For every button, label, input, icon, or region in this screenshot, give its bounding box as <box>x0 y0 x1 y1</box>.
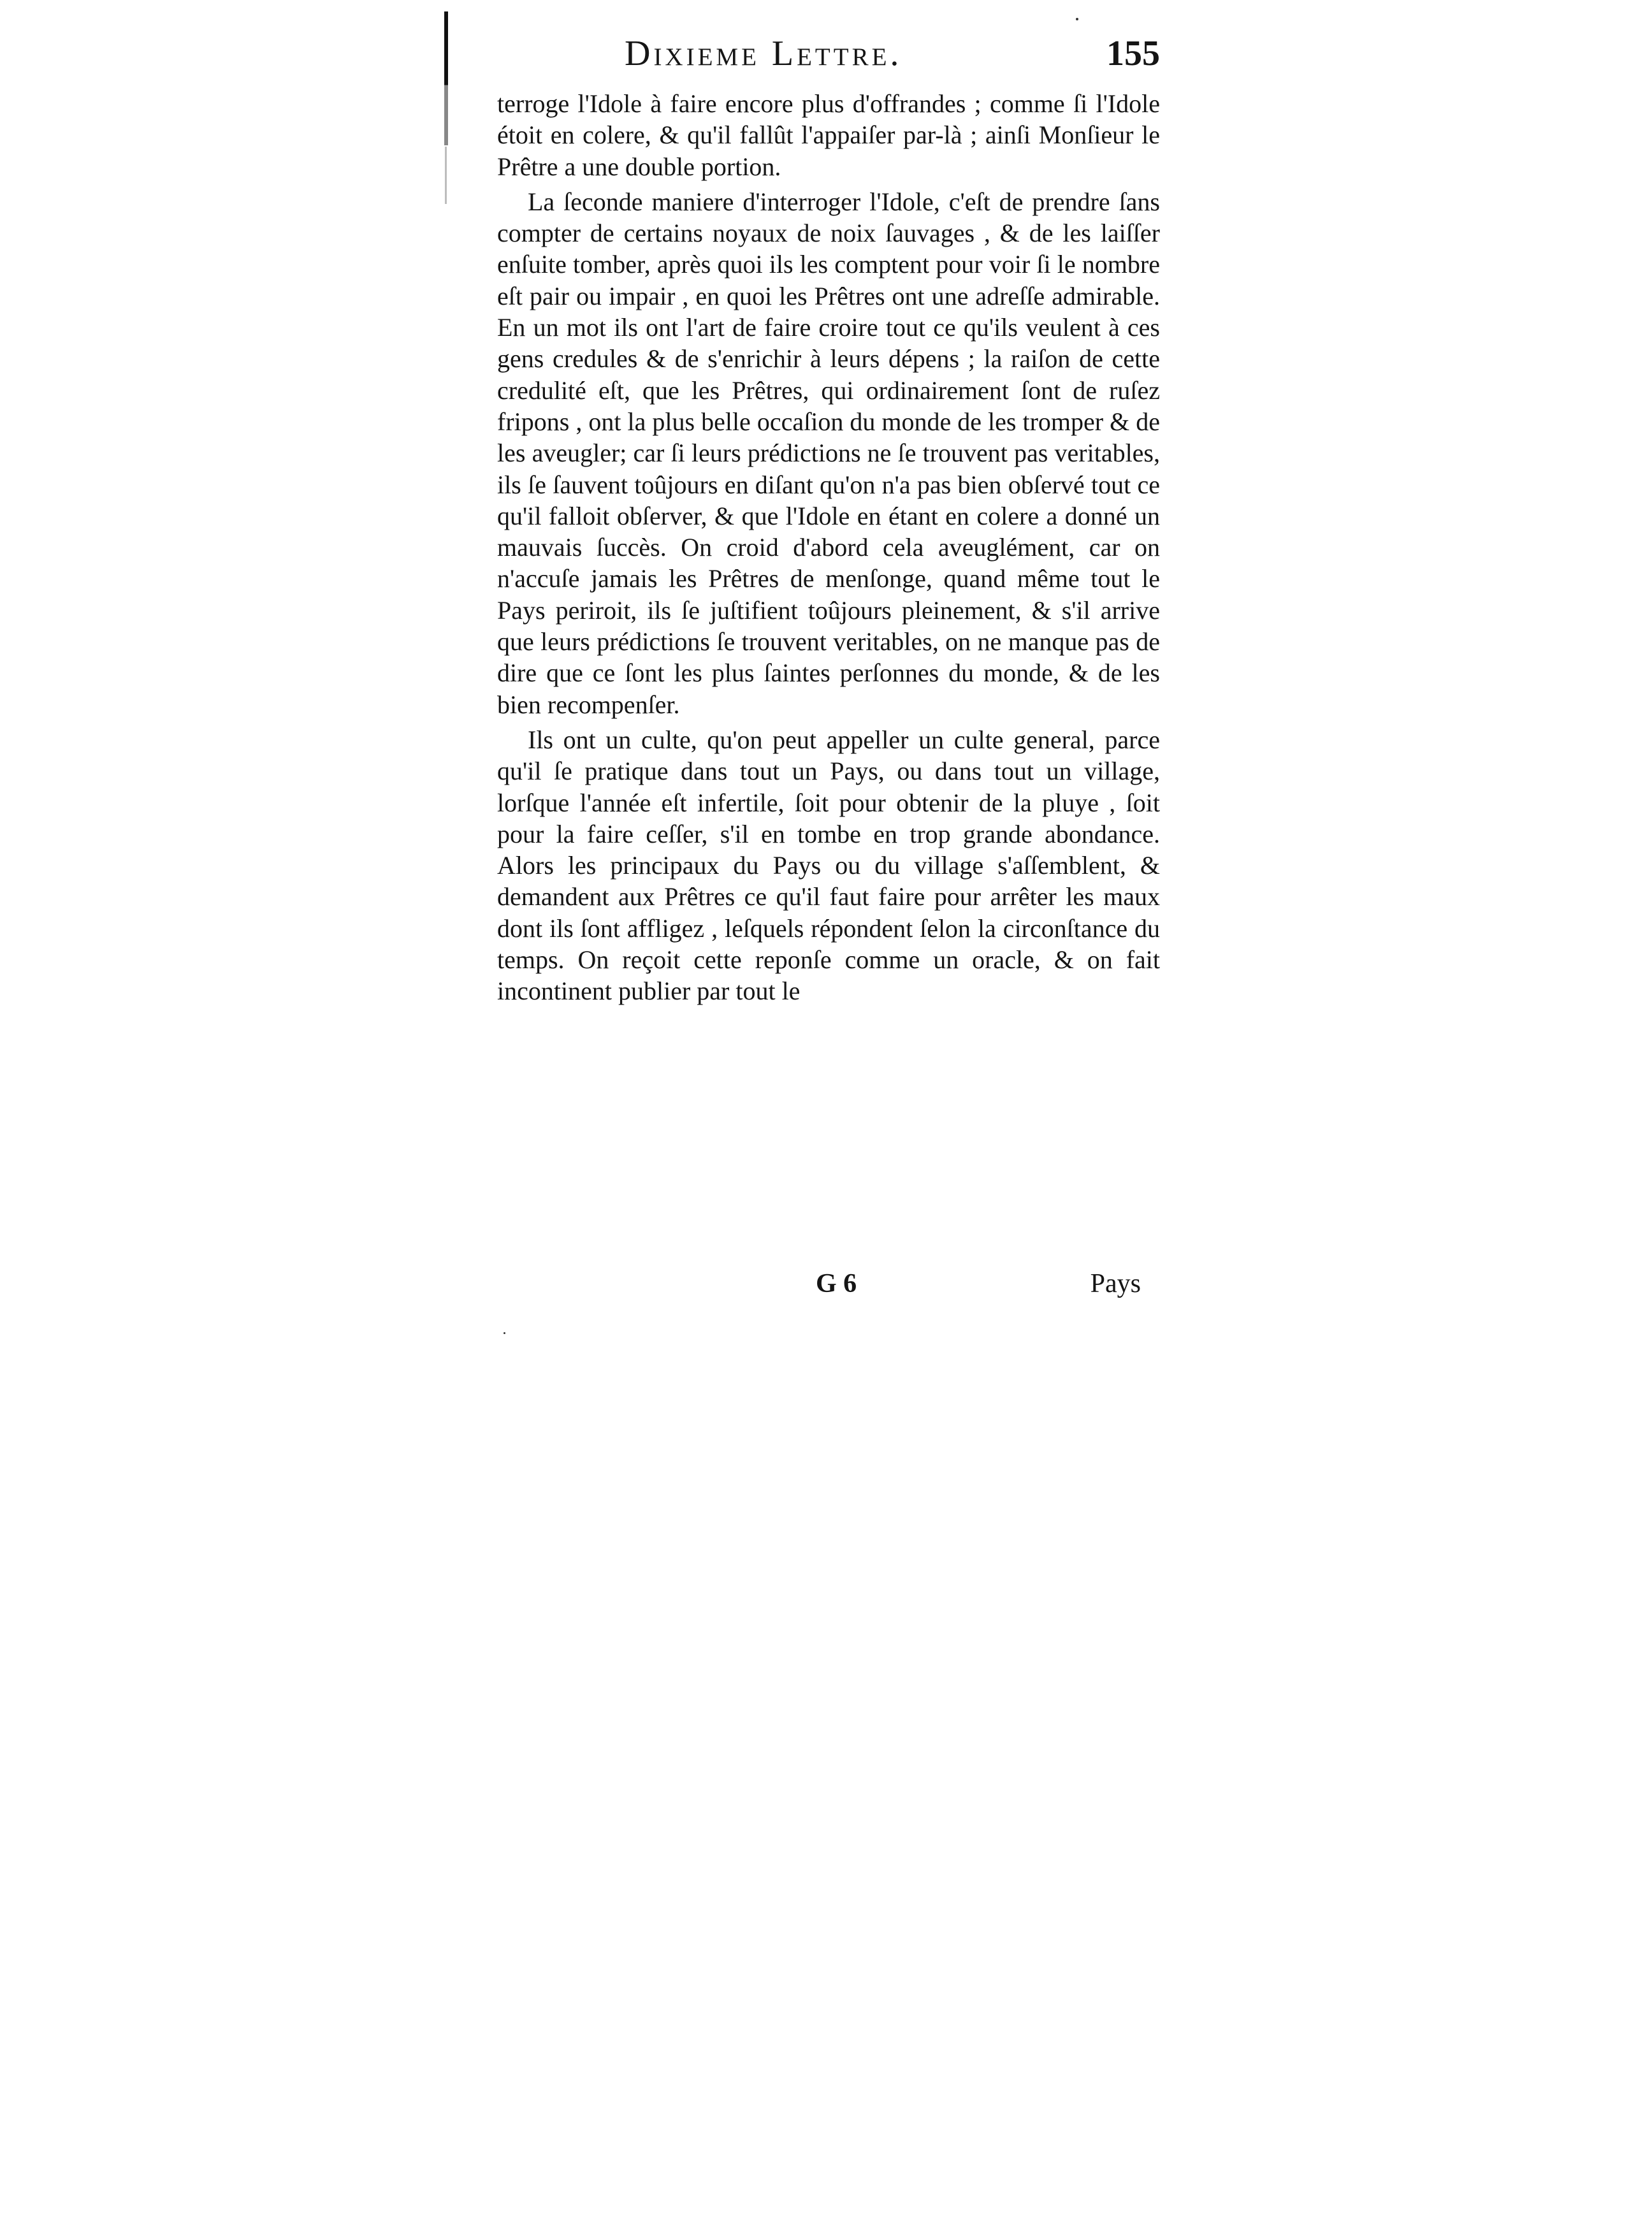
running-head <box>497 33 1160 84</box>
ink-speck <box>1076 18 1078 20</box>
gutter-shadow-faint <box>445 147 447 204</box>
paragraph-continued: terroge l'Idole à faire encore plus d'offrandes ; comme ſi l'Idole étoit en colere, & qu'il fallût l'appaiſer par-là ; ainſi Monſieur le Prêtre a une double portion. <box>497 89 1160 181</box>
page-footer <box>497 1268 1160 1307</box>
signature-mark: G 6 <box>816 1269 857 1298</box>
running-head-title: Dixieme Lettre. <box>625 34 902 73</box>
ink-speck <box>504 1332 505 1334</box>
paragraph: Ils ont un culte, qu'on peut appeller un culte general, parce qu'il ſe pratique dans tout un Pays, ou dans tout un village, lorſque l'année eſt infertile, ſoit pour obtenir de la pluye , ſoit pour la faire ceſſer, s'il en tombe en trop grande abondance. Alors les principaux du Pays ou du village s'aſſemblent, & demandent aux Prêtres ce qu'il faut faire pour arrêter les maux dont ils ſont affligez , leſquels répondent ſelon la circonſtance du temps. On reçoit cette reponſe comme un oracle, & on fait incontinent publier par tout le <box>497 725 1160 1006</box>
gutter-shadow <box>444 11 448 145</box>
page-number: 155 <box>1106 34 1160 73</box>
paragraph: La ſeconde maniere d'interroger l'Idole, c'eſt de prendre ſans compter de certains noyaux de noix ſauvages , & de les laiſſer enſuite tomber, après quoi ils les comptent pour voir ſi le nombre eſt pair ou impair , en quoi les Prêtres ont une adreſſe admirable. En un mot ils ont l'art de faire croire tout ce qu'ils veulent à ces gens credules & de s'enrichir à leurs dépens ; la raiſon de cette credulité eſt, que les Prêtres, qui ordinairement ſont de ruſez fripons , ont la plus belle occaſion du monde de les tromper & de les aveugler; car ſi leurs prédictions ne ſe trouvent pas veritables, ils ſe ſauvent toûjours en diſant qu'on n'a pas bien obſervé tout ce qu'il falloit obſerver, & que l'Idole en étant en colere a donné un mauvais ſuccès. On croid d'abord cela aveuglément, car on n'accuſe jamais les Prêtres de menſonge, quand même tout le Pays periroit, ils ſe juſtifient toûjours pleinement, & s'il arrive que leurs prédictions ſe trouvent veritables, on ne manque pas de dire que ce ſont les plus ſaintes perſonnes du monde, & de les bien recompenſer. <box>497 187 1160 719</box>
body-text <box>497 88 1160 1007</box>
catchword: Pays <box>1090 1269 1141 1298</box>
